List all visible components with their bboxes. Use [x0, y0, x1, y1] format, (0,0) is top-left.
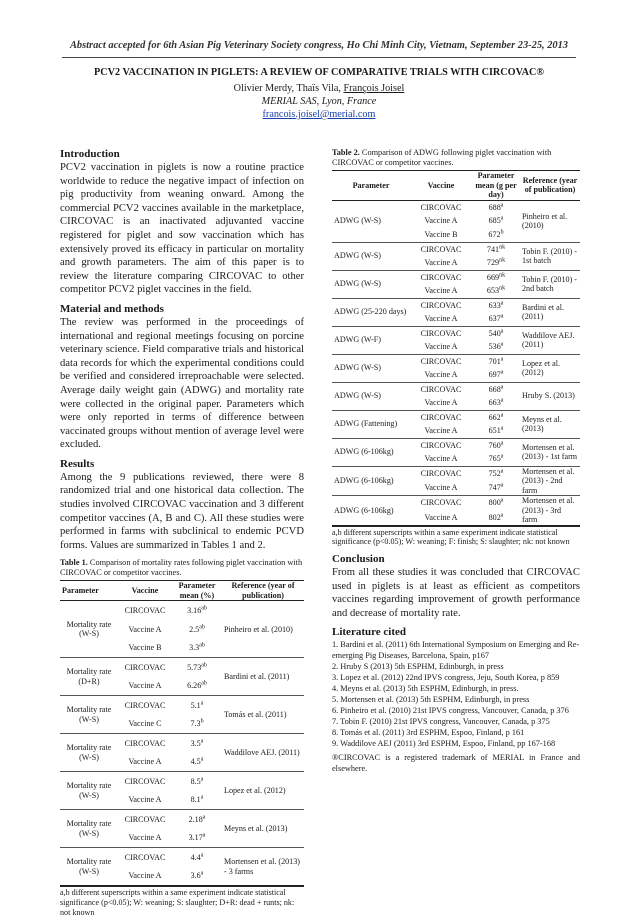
intro-text: PCV2 vaccination in piglets is now a routine practice worldwide to reduce the negative impact of infection on pig productivity from weaning onward. Among the commercial PCV2 vaccines available in the marketplace, CIRCOVAC is an inactivated adjuvanted vaccine registered for piglet and sow vaccination which has extensively proved its efficacy in particular on mortality and growth parameters. The aim of this paper is to review the literature comparing CIRCOVAC to other competitor PCV2 piglet vaccines in the field.	[60, 162, 304, 296]
mean-cell	[172, 753, 222, 772]
reference-cell: Mortensen et al. (2013) - 1st farm	[522, 442, 578, 461]
mean-cell	[472, 438, 520, 452]
vaccine-cell: CIRCOVAC	[420, 300, 462, 310]
email-link[interactable]: francois.joisel@merial.com	[262, 109, 376, 120]
presenting-author: François Joisel	[343, 83, 405, 94]
significance-mark: a	[500, 397, 504, 404]
vaccine-cell: Vaccine A	[128, 833, 162, 843]
vaccine-cell: CIRCOVAC	[124, 738, 166, 748]
reference-cell: Mortensen et al. (2013) - 3 farms	[224, 857, 300, 876]
significance-mark: a	[200, 852, 204, 859]
mean-cell	[472, 396, 520, 410]
mean-value: 633	[488, 300, 501, 310]
mean-cell	[172, 810, 222, 829]
significance-mark: a	[500, 327, 504, 334]
table2-label: Table 2.	[332, 148, 360, 157]
reference-cell: Hruby S. (2013)	[522, 391, 575, 401]
reference-cell: Bardini et al. (2011)	[224, 672, 290, 682]
table-row	[60, 734, 304, 753]
results-heading: Results	[60, 457, 95, 470]
reference-item: 2. Hruby S (2013) 5th ESPHM, Edinburgh, in press	[332, 662, 504, 672]
vaccine-cell: Vaccine A	[424, 314, 458, 323]
reference-cell: Mortensen et al. (2013) - 3rd farm	[522, 496, 575, 524]
mean-value: 668	[488, 384, 501, 394]
left-column	[60, 148, 304, 918]
vaccine-cell: Vaccine A	[424, 512, 458, 522]
mean-cell	[472, 200, 520, 214]
vaccine-cell: CIRCOVAC	[124, 605, 166, 615]
significance-mark: a	[200, 738, 204, 745]
significance-mark: nk	[499, 257, 506, 264]
table-row	[60, 810, 304, 829]
param-cell: Mortality rate (W-S)	[66, 857, 112, 876]
mean-cell	[472, 481, 520, 496]
affiliation: MERIAL SAS, Lyon, France	[261, 96, 377, 107]
param-cell: ADWG (W-F)	[334, 335, 381, 345]
vaccine-cell: CIRCOVAC	[420, 412, 462, 422]
significance-mark: a	[500, 411, 504, 418]
significance-mark: nk	[499, 285, 506, 292]
param-cell: ADWG (W-S)	[334, 251, 381, 261]
mean-cell	[472, 228, 520, 242]
significance-mark: a	[500, 201, 504, 208]
t2-col-parameter: Parameter	[352, 180, 390, 190]
vaccine-cell: Vaccine A	[128, 624, 162, 634]
vaccine-cell: CIRCOVAC	[124, 700, 166, 710]
mean-value: 2.18	[188, 814, 203, 824]
mean-cell	[172, 696, 222, 715]
author-block	[62, 82, 576, 121]
mean-value: 701	[488, 356, 501, 366]
mean-value: 752	[488, 468, 501, 478]
table-row	[60, 772, 304, 791]
methods-text: The review was performed in the proceedings of international and regional meetings focusing on porcine veterinary science. Field comparative trials and historical data records for which the experimental conditions could be verified and considered irreproachable were selected. Average daily weight gain (ADWG) and mortality rate were collected in the original paper. Parameters which were only reported in terms of difference between vaccinated groups without mention of average level were excluded.	[60, 316, 304, 451]
trademark-note: ®CIRCOVAC is a registered trademark of MERIAL in France and elsewhere.	[332, 753, 580, 774]
table-row	[332, 242, 580, 256]
param-cell: ADWG (W-S)	[334, 363, 381, 373]
mean-cell	[472, 214, 520, 228]
vaccine-cell: Vaccine B	[128, 643, 162, 653]
mean-cell	[472, 284, 520, 298]
mean-value: 4.4	[190, 852, 201, 862]
table2	[332, 170, 580, 526]
vaccine-cell: CIRCOVAC	[124, 662, 166, 672]
table-row	[332, 382, 580, 396]
reference-cell: Bardini et al. (2011)	[522, 302, 565, 321]
mean-value: 651	[488, 426, 501, 435]
vaccine-cell: CIRCOVAC	[420, 440, 462, 450]
mean-cell	[472, 452, 520, 466]
significance-mark: a	[202, 832, 206, 839]
mean-value: 741	[486, 244, 500, 254]
mean-value: 536	[488, 342, 501, 351]
significance-mark: nk	[499, 243, 506, 250]
significance-mark: ab	[201, 605, 207, 612]
significance-mark: ab	[199, 624, 205, 630]
param-cell: Mortality rate (D+R)	[66, 667, 112, 686]
vaccine-cell: Vaccine A	[424, 370, 458, 379]
significance-mark: b	[500, 229, 504, 236]
param-cell: Mortality rate (W-S)	[66, 705, 112, 724]
mean-value: 5.73	[187, 662, 202, 672]
vaccine-cell: CIRCOVAC	[420, 384, 462, 394]
mean-value: 3.6	[190, 871, 201, 881]
vaccine-cell: Vaccine A	[128, 681, 162, 691]
table-row	[60, 658, 304, 677]
reference-cell: Tobin F. (2010) - 2nd batch	[522, 274, 577, 293]
mean-value: 3.17	[188, 833, 203, 843]
table-row	[332, 200, 580, 214]
reference-item: 9. Waddilove AEJ (2011) 3rd ESPHM, Espoo, Finland, pp 167-168	[332, 739, 556, 749]
mean-value: 540	[488, 328, 501, 338]
significance-mark: ab	[201, 680, 207, 687]
vaccine-cell: Vaccine A	[128, 871, 162, 881]
significance-mark: a	[500, 497, 504, 504]
table-row	[60, 696, 304, 715]
mean-value: 653	[486, 286, 500, 295]
mean-value: 662	[488, 412, 501, 422]
significance-mark: a	[500, 439, 504, 446]
significance-mark: a	[200, 870, 204, 877]
mean-value: 637	[488, 314, 501, 323]
vaccine-cell: CIRCOVAC	[420, 468, 462, 478]
mean-cell	[172, 848, 222, 867]
significance-mark: a	[202, 814, 206, 821]
mean-cell	[172, 734, 222, 753]
param-cell: ADWG (6-106kg)	[334, 505, 394, 515]
significance-mark: a	[500, 313, 504, 320]
table-row	[332, 410, 580, 424]
mean-cell	[472, 326, 520, 340]
param-cell: ADWG (25-220 days)	[334, 307, 407, 317]
mean-cell	[472, 410, 520, 424]
mean-value: 669	[486, 272, 500, 282]
mean-cell	[472, 368, 520, 382]
param-cell: ADWG (W-S)	[334, 216, 381, 226]
mean-cell	[172, 601, 222, 620]
mean-cell	[472, 340, 520, 354]
reference-cell: Lopez et al. (2012)	[224, 786, 286, 796]
results-text: Among the 9 publications reviewed, there were 8 randomized trial and one historical data collection. The studies involved CIRCOVAC vaccination and 3 different competitor vaccines (A, B and C). All these studies were performed in farms with subclinical to endemic PCVD forms. Values are summarized in Tables 1 and 2.	[60, 471, 304, 551]
param-cell: ADWG (W-S)	[334, 391, 381, 401]
authors: Olivier Merdy, Thaïs Vila,	[233, 83, 344, 94]
significance-mark: a	[200, 756, 204, 763]
table2-footnote: a,b different superscripts within a same experiment indicate statistical significance (p<0.05); W: weaning; F: finish; S: slaughter; nk: not known	[332, 526, 580, 548]
vaccine-cell: CIRCOVAC	[124, 776, 166, 786]
header-rule	[62, 57, 576, 58]
mean-cell	[472, 354, 520, 368]
significance-mark: a	[500, 453, 504, 460]
mean-value: 747	[488, 483, 501, 493]
reference-cell: Pinheiro et al. (2010)	[522, 211, 568, 230]
mean-cell	[472, 312, 520, 326]
mean-value: 729	[486, 258, 500, 267]
mean-value: 672	[488, 230, 501, 239]
t1-col-reference: Reference (year of publication)	[231, 581, 295, 600]
table-row	[332, 354, 580, 368]
mean-value: 7.3	[190, 719, 201, 729]
table-row	[332, 496, 580, 511]
param-cell: Mortality rate (W-S)	[66, 619, 112, 639]
param-cell: ADWG (6-106kg)	[334, 476, 394, 485]
vaccine-cell: Vaccine A	[128, 795, 162, 805]
table1-caption	[60, 558, 304, 578]
reference-item: 8. Tomás et al. (2011) 3rd ESPHM, Espoo, Finland, p 161	[332, 728, 525, 738]
significance-mark: ab	[199, 642, 205, 649]
vaccine-cell: Vaccine A	[128, 757, 162, 767]
mean-cell	[172, 677, 222, 696]
significance-mark: a	[500, 511, 504, 518]
mean-cell	[472, 242, 520, 256]
mean-value: 6.26	[187, 681, 202, 691]
mean-value: 802	[488, 512, 501, 522]
mean-cell	[172, 620, 222, 639]
param-cell: ADWG (6-106kg)	[334, 447, 394, 457]
mean-cell	[472, 298, 520, 312]
significance-mark: ab	[201, 662, 207, 669]
mean-value: 3.5	[190, 738, 201, 748]
vaccine-cell: Vaccine A	[424, 483, 458, 493]
conclusion-text: From all these studies it was concluded that CIRCOVAC used in piglets is at least as efficient as competitors vaccines regarding improvement of growth performance and decrease of mortality rate.	[332, 567, 580, 619]
mean-value: 663	[488, 398, 501, 407]
vaccine-cell: CIRCOVAC	[420, 244, 462, 254]
reference-cell: Waddilove AEJ. (2011)	[522, 330, 575, 349]
param-cell: Mortality rate (W-S)	[66, 781, 112, 800]
table-row	[60, 601, 304, 620]
t1-col-mean: Parameter mean (%)	[178, 581, 216, 600]
t1-col-vaccine: Vaccine	[131, 586, 159, 596]
vaccine-cell: Vaccine A	[424, 454, 458, 463]
mean-value: 760	[488, 440, 501, 450]
vaccine-cell: Vaccine B	[424, 230, 458, 239]
mean-value: 2.5	[189, 624, 200, 634]
paper-title: PCV2 VACCINATION IN PIGLETS: A REVIEW OF COMPARATIVE TRIALS WITH CIRCOVAC®	[94, 67, 544, 78]
mean-cell	[472, 382, 520, 396]
table-row	[332, 270, 580, 284]
reference-cell: Mortensen et al. (2013) - 2nd farm	[522, 466, 575, 495]
param-cell: Mortality rate (W-S)	[66, 743, 112, 762]
mean-cell	[472, 424, 520, 438]
mean-cell	[472, 270, 520, 284]
mean-cell	[172, 791, 222, 810]
reference-cell: Pinheiro et al. (2010)	[224, 624, 293, 634]
reference-item: 6. Pinheiro et al. (2010) 21st IPVS congress, Vancouver, Canada, p 376	[332, 706, 569, 716]
t2-col-mean: Parameter mean (g per day)	[475, 171, 517, 199]
significance-mark: a	[500, 468, 504, 475]
reference-cell: Meyns et al. (2013)	[224, 824, 288, 834]
reference-cell: Waddilove AEJ. (2011)	[224, 748, 300, 758]
reference-list	[332, 639, 580, 749]
reference-item: 4. Meyns et al. (2013) 5th ESPHM, Edinburgh, in press.	[332, 684, 519, 694]
mean-value: 4.5	[190, 757, 201, 767]
vaccine-cell: CIRCOVAC	[420, 202, 462, 212]
reference-cell: Tobin F. (2010) - 1st batch	[522, 246, 577, 265]
vaccine-cell: CIRCOVAC	[420, 328, 462, 338]
mean-cell	[472, 496, 520, 511]
mean-value: 8.5	[190, 776, 201, 786]
mean-cell	[172, 829, 222, 848]
mean-value: 3.16	[187, 605, 202, 615]
table2-caption-text: Comparison of ADWG following piglet vaccination with CIRCOVAC or competitor vaccines.	[332, 148, 552, 167]
vaccine-cell: Vaccine A	[424, 342, 458, 351]
t1-col-parameter: Parameter	[62, 586, 99, 596]
right-column	[332, 148, 580, 774]
significance-mark: a	[500, 482, 504, 489]
vaccine-cell: Vaccine A	[424, 258, 458, 267]
vaccine-cell: CIRCOVAC	[420, 498, 462, 508]
reference-cell: Tomás et al. (2011)	[224, 710, 287, 720]
mean-value: 688	[488, 202, 501, 212]
reference-item: 7. Tobin F. (2010) 21st IPVS congress, Vancouver, Canada, p 375	[332, 717, 550, 727]
significance-mark: a	[500, 369, 504, 376]
mean-value: 5.1	[190, 700, 201, 710]
table-row	[332, 298, 580, 312]
table1-caption-text: Comparison of mortality rates following piglet vaccination with CIRCOVAC or competitor vaccines.	[60, 558, 303, 578]
mean-cell	[172, 772, 222, 791]
t2-col-reference: Reference (year of publication)	[522, 175, 578, 195]
param-cell: ADWG (W-S)	[334, 279, 381, 289]
significance-mark: b	[200, 718, 204, 725]
mean-cell	[172, 658, 222, 677]
table-row	[332, 466, 580, 481]
mean-cell	[172, 639, 222, 658]
mean-value: 3.3	[189, 643, 200, 653]
significance-mark: a	[500, 383, 504, 390]
vaccine-cell: CIRCOVAC	[124, 852, 166, 862]
conclusion-heading: Conclusion	[332, 553, 385, 566]
reference-cell: Lopez et al. (2012)	[522, 358, 560, 377]
literature-heading: Literature cited	[332, 626, 407, 639]
reference-item: 3. Lopez et al. (2012) 22nd IPVS congress, Jeju, South Korea, p 859	[332, 673, 560, 683]
significance-mark: a	[200, 776, 204, 783]
vaccine-cell: Vaccine A	[424, 216, 458, 226]
table2-caption	[332, 148, 580, 168]
significance-mark: nk	[499, 271, 506, 278]
vaccine-cell: Vaccine A	[424, 398, 458, 407]
mean-value: 697	[488, 370, 501, 379]
methods-heading: Material and methods	[60, 302, 164, 315]
reference-item: 1. Bardini et al. (2011) 6th International Symposium on Emerging and Re-emerging Pig Diseases, Barcelona, Spain, p167	[332, 640, 580, 661]
mean-cell	[472, 510, 520, 525]
table1-label: Table 1.	[60, 558, 88, 568]
table1	[60, 580, 304, 886]
mean-cell	[472, 256, 520, 270]
significance-mark: a	[500, 355, 504, 362]
table-row	[60, 848, 304, 867]
mean-cell	[172, 867, 222, 886]
mean-value: 765	[488, 454, 501, 463]
vaccine-cell: Vaccine A	[424, 286, 458, 295]
reference-item: 5. Mortensen et al. (2013) 5th ESPHM, Edinburgh, in press	[332, 695, 530, 705]
mean-cell	[472, 466, 520, 481]
significance-mark: a	[500, 215, 504, 222]
table-row	[332, 438, 580, 452]
t2-col-vaccine: Vaccine	[427, 180, 455, 190]
mean-value: 685	[488, 216, 501, 226]
mean-value: 800	[488, 498, 501, 508]
mean-cell	[172, 715, 222, 734]
vaccine-cell: Vaccine C	[128, 719, 162, 729]
intro-heading: Introduction	[60, 148, 120, 160]
vaccine-cell: CIRCOVAC	[124, 814, 166, 824]
significance-mark: a	[200, 794, 204, 801]
param-cell: Mortality rate (W-S)	[66, 819, 112, 838]
significance-mark: a	[200, 700, 204, 707]
vaccine-cell: Vaccine A	[424, 426, 458, 435]
param-cell: ADWG (Fattening)	[334, 419, 398, 429]
reference-cell: Meyns et al. (2013)	[522, 414, 562, 433]
vaccine-cell: CIRCOVAC	[420, 272, 462, 282]
author-line	[62, 82, 576, 95]
running-header: Abstract accepted for 6th Asian Pig Veterinary Society congress, Ho Chi Minh City, Vietnam, September 23-25, 2013	[70, 40, 568, 51]
significance-mark: a	[500, 299, 504, 306]
significance-mark: a	[500, 425, 504, 432]
table1-footnote: a,b different superscripts within a same experiment indicate statistical significance (p<0.05); W: weaning; S: slaughter; D+R: dead + runts; nk: not known	[60, 886, 304, 917]
significance-mark: a	[500, 341, 504, 348]
vaccine-cell: CIRCOVAC	[420, 356, 462, 366]
mean-value: 8.1	[190, 795, 201, 805]
table-row	[332, 326, 580, 340]
